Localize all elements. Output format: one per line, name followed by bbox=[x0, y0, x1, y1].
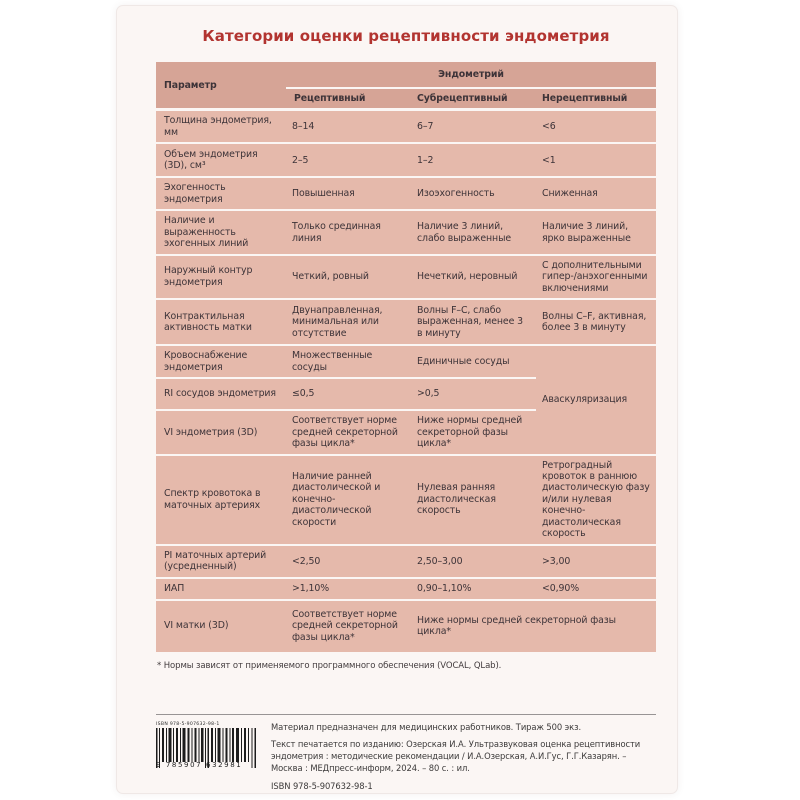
param-cell: Эхогенность эндометрия bbox=[156, 177, 286, 210]
footnote: * Нормы зависят от применяемого программного обеспечения (VOCAL, QLab). bbox=[157, 660, 502, 671]
table-cell: Ретроградный кровоток в раннюю диастолическую фазу и/или нулевая конечно-диастолическая скорость bbox=[536, 455, 656, 545]
table-cell-merged-below-norm: Ниже нормы средней секреторной фазы цикла* bbox=[411, 600, 656, 652]
table-row bbox=[156, 600, 656, 652]
table-cell: <1 bbox=[536, 143, 656, 177]
table-cell: Четкий, ровный bbox=[286, 255, 411, 299]
table-cell: Нечеткий, неровный bbox=[411, 255, 536, 299]
table-cell: 1–2 bbox=[411, 143, 536, 177]
param-cell: ИАП bbox=[156, 578, 286, 600]
table-row bbox=[156, 143, 656, 177]
divider-rule bbox=[156, 714, 656, 715]
table-cell: 6–7 bbox=[411, 110, 536, 143]
table-cell: Сниженная bbox=[536, 177, 656, 210]
table-cell: <6 bbox=[536, 110, 656, 143]
param-cell: Объем эндометрия (3D), см³ bbox=[156, 143, 286, 177]
col-header-parameter: Параметр bbox=[156, 62, 286, 110]
imprint-line-source: Текст печатается по изданию: Озерская И.А. Ультразвуковая оценка рецептивности эндометрия : методические рекомендации / И.А.Озерская, А.И.Гус, Г.Г.Казарян. – Москва : МЕДпресс-информ, 2024. – 80 с. : ил. bbox=[271, 739, 641, 774]
table-row bbox=[156, 299, 656, 345]
table-cell: Волны F–C, слабо выраженная, менее 3 в минуту bbox=[411, 299, 536, 345]
table-cell: Соответствует норме средней секреторной фазы цикла* bbox=[286, 600, 411, 652]
table-row bbox=[156, 210, 656, 254]
table-header bbox=[156, 62, 656, 110]
table-cell: >0,5 bbox=[411, 378, 536, 410]
table-cell: <2,50 bbox=[286, 545, 411, 578]
table-row bbox=[156, 545, 656, 578]
table-cell: Соответствует норме средней секреторной фазы цикла* bbox=[286, 410, 411, 454]
col-header-nonreceptive: Нерецептивный bbox=[536, 88, 656, 110]
table-row bbox=[156, 455, 656, 545]
param-cell: Наличие и выраженность эхогенных линий bbox=[156, 210, 286, 254]
param-cell: PI маточных артерий (усредненный) bbox=[156, 545, 286, 578]
param-cell: RI сосудов эндометрия bbox=[156, 378, 286, 410]
table-cell: 8–14 bbox=[286, 110, 411, 143]
imprint-line-audience: Материал предназначен для медицинских работников. Тираж 500 экз. bbox=[271, 721, 582, 732]
table-cell: Волны C–F, активная, более 3 в минуту bbox=[536, 299, 656, 345]
isbn-barcode bbox=[156, 722, 256, 793]
table-cell: >3,00 bbox=[536, 545, 656, 578]
table-cell-merged-avascularization: Аваскуляризация bbox=[536, 345, 656, 454]
param-cell: VI эндометрия (3D) bbox=[156, 410, 286, 454]
col-header-receptive: Рецептивный bbox=[286, 88, 411, 110]
param-cell: Наружный контур эндометрия bbox=[156, 255, 286, 299]
table-cell: 2–5 bbox=[286, 143, 411, 177]
table-cell: С дополнительными гипер-/анэхогенными включениями bbox=[536, 255, 656, 299]
table-cell: Наличие ранней диастолической и конечно-диастолической скорости bbox=[286, 455, 411, 545]
table-cell: Наличие 3 линий, слабо выраженные bbox=[411, 210, 536, 254]
table-row bbox=[156, 177, 656, 210]
table-cell: Множественные сосуды bbox=[286, 345, 411, 378]
table-row bbox=[156, 255, 656, 299]
imprint-text bbox=[271, 722, 656, 793]
table-header-row-group bbox=[156, 62, 656, 88]
table-cell: <0,90% bbox=[536, 578, 656, 600]
page-title: Категории оценки рецептивности эндометрия bbox=[202, 27, 610, 45]
barcode-isbn-label: ISBN 978-5-907632-98-1 bbox=[156, 721, 220, 727]
param-cell: Толщина эндометрия, мм bbox=[156, 110, 286, 143]
param-cell: VI матки (3D) bbox=[156, 600, 286, 652]
imprint-block bbox=[156, 714, 656, 793]
imprint-line-isbn: ISBN 978-5-907632-98-1 bbox=[271, 780, 373, 791]
table-cell: Нулевая ранняя диастолическая скорость bbox=[411, 455, 536, 545]
col-header-subreceptive: Субрецептивный bbox=[411, 88, 536, 110]
table-cell: Двунаправленная, минимальная или отсутствие bbox=[286, 299, 411, 345]
table-row bbox=[156, 110, 656, 143]
param-cell: Спектр кровотока в маточных артериях bbox=[156, 455, 286, 545]
table-cell: 2,50–3,00 bbox=[411, 545, 536, 578]
table-cell: Повышенная bbox=[286, 177, 411, 210]
table-cell: Наличие 3 линий, ярко выраженные bbox=[536, 210, 656, 254]
param-cell: Контрактильная активность матки bbox=[156, 299, 286, 345]
table-cell: >1,10% bbox=[286, 578, 411, 600]
table-cell: Единичные сосуды bbox=[411, 345, 536, 378]
document-page bbox=[116, 5, 678, 794]
table-cell: Только срединная линия bbox=[286, 210, 411, 254]
table-cell: ≤0,5 bbox=[286, 378, 411, 410]
param-cell: Кровоснабжение эндометрия bbox=[156, 345, 286, 378]
table-row bbox=[156, 345, 656, 378]
table-cell: 0,90–1,10% bbox=[411, 578, 536, 600]
table-row bbox=[156, 578, 656, 600]
barcode-digits: 9 785907 632981 bbox=[156, 760, 243, 769]
receptivity-table bbox=[156, 62, 656, 652]
col-group-endometrium: Эндометрий bbox=[286, 62, 656, 88]
table-cell: Ниже нормы средней секреторной фазы цикла* bbox=[411, 410, 536, 454]
table-cell: Изоэхогенность bbox=[411, 177, 536, 210]
